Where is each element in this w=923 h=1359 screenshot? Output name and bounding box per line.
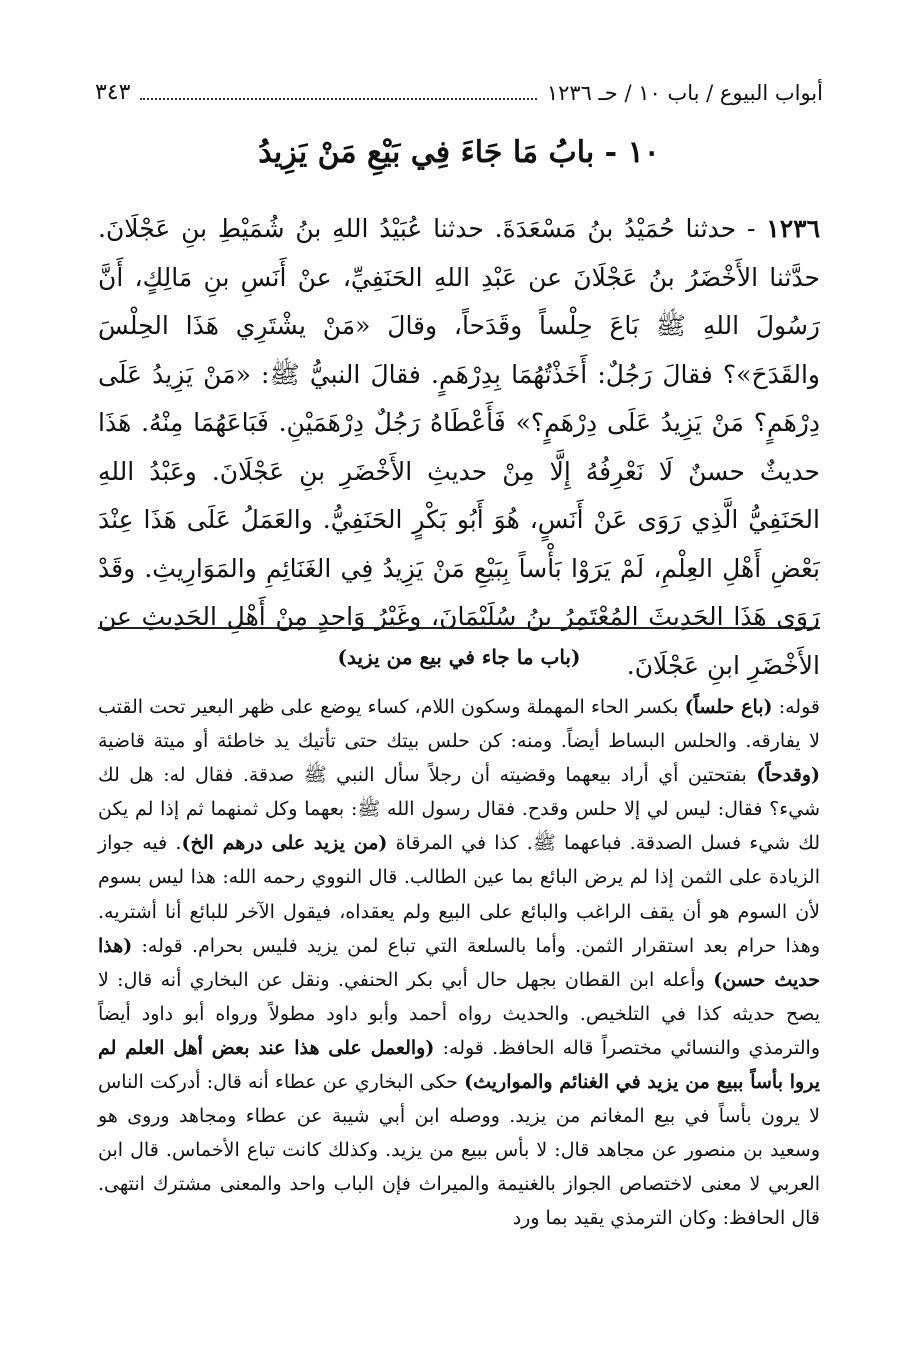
leader-dots	[140, 86, 536, 100]
commentary-segment: . فيه جواز الزيادة على الثمن إذا لم يرض البائع بما عين الطالب. قال النووي رحمه الله: هذا ليس بسوم لأن السوم هو أن يقف الراغب والبائع على البيع ولم يعقداه، فيقول الآخر للبائع أنا أشتريه. وهذا حرام بعد استقرار الثمن. وأما بالسلعة التي تباع لمن يزيد فليس بحرام. قوله:	[98, 832, 820, 957]
commentary-text	[98, 690, 820, 1236]
running-title: أبواب البيوع / باب ١٠ / حـ ١٢٣٦	[546, 80, 823, 105]
commentary-title: (باب ما جاء في بيع من يزيد)	[337, 645, 581, 669]
commentary-quote: (من يزيد على درهم الخ)	[181, 832, 388, 855]
commentary-quote: (باع حلساً)	[684, 696, 773, 718]
commentary-segment: بكسر الحاء المهملة وسكون اللام، كساء يوضع على ظهر البعير تحت القتب لا يفارقه. والحلس البساط أيضاً. ومنه: كن حلس بيتك حتى تأتيك يد خاطئة أو ميتة قاضية	[98, 696, 820, 753]
commentary-segment: بفتحتين أي أراد بيعهما وقضيته أن رجلاً سأل النبي ﷺ صدقة. فقال له: هل لك شيء؟ فقال: ليس لي إلا حلس وقدح. فقال رسول الله ﷺ: بعهما وكل ثمنهما ثم إذا لم يكن لك شيء فسل الصدقة. فباعهما ﷺ. كذا في المرقاة	[98, 764, 821, 855]
hadith-number: ١٢٣٦	[766, 214, 820, 243]
commentary-segment: وأعله ابن القطان بجهل حال أبي بكر الحنفي. ونقل عن البخاري أنه قال: لا يصح حديثه كذا في التلخيص. والحديث رواه أحمد وأبو داود مطولاً ورواه أبو داود أيضاً والترمذي والنسائي مختصراً قاله الحافظ. قوله:	[98, 968, 820, 1059]
commentary-quote: (هذا حديث حسن)	[98, 934, 820, 991]
commentary-segment: حكى البخاري عن عطاء أنه قال: أدركت الناس لا يرون بأساً في بيع المغانم من يزيد. ووصله ابن أبي شيبة عن عطاء ومجاهد وروى هو وسعيد بن منصور عن مجاهد قال: لا بأس ببيع من يزيد. وكذلك كانت تباع الأخماس. قال ابن العربي لا معنى لاختصاص الجواز بالغنيمة والميراث فإن الباب واحد والمعنى مشترك انتهى. قال الحافظ: وكان الترمذي يقيد بما ورد	[98, 1071, 820, 1230]
commentary-segment: قوله:	[772, 696, 820, 718]
page-number: ٣٤٣	[95, 80, 131, 105]
commentary-quote: (والعمل على هذا عند بعض أهل العلم لم يروا بأساً ببيع من يزيد في الغنائم والمواريث)	[98, 1036, 820, 1094]
page-header	[95, 80, 823, 105]
hadith-body: - حدثنا حُمَيْدُ بنُ مَسْعَدَةَ. حدثنا عُبَيْدُ اللهِ بنُ شُمَيْطِ بنِ عَجْلَانَ. حدَّثنا الأَخْضَرُ بنُ عَجْلَانَ عن عَبْدِ اللهِ الحَنَفِيِّ، عنْ أَنَسِ بنِ مَالِكٍ، أَنَّ رَسُولَ اللهِ ﷺ بَاعَ حِلْساً وقَدَحاً، وقالَ «مَنْ يشْتَرِي هَذَا الحِلْسَ والقَدَحَ»؟ فقالَ رَجُلٌ: أَخَذْتُهُمَا بِدِرْهَمٍ. فقالَ النبيُّ ﷺ: «مَنْ يَزِيدُ عَلَى دِرْهَمٍ؟ مَنْ يَزِيدُ عَلَى دِرْهَمٍ؟» فَأَعْطَاهُ رَجُلٌ دِرْهَمَيْنِ. فَبَاعَهُمَا مِنْهُ. هَذَا حديثٌ حسنٌ لَا نَعْرِفُهُ إِلَّا مِنْ حديثِ الأَخْضَرِ بنِ عَجْلَانَ. وعَبْدُ اللهِ الحَنَفِيُّ الَّذِي رَوَى عَنْ أَنَسٍ، هُوَ أَبُو بَكْرٍ الحَنَفِيُّ. والعَمَلُ عَلَى هَذَا عِنْدَ بَعْضِ أَهْلِ العِلْمِ، لَمْ يَرَوْا بَأْساً بِبَيْعِ مَنْ يَزِيدُ فِي الغَنَائِمِ والمَوَارِيثِ. وقَدْ رَوَى هَذَا الحَدِيثَ المُعْتَمِرُ بنُ سُلَيْمَانَ، وغَيْرُ وَاحِدٍ مِنْ أَهْلِ الحَدِيثِ عن الأَخْضَرِ ابنِ عَجْلَانَ.	[98, 214, 820, 680]
hadith-text	[98, 205, 820, 690]
section-divider	[98, 627, 820, 629]
chapter-title: ١٠ - بابُ مَا جَاءَ فِي بَيْعِ مَنْ يَزِيدُ	[258, 135, 660, 170]
commentary-quote: (وقدحاً)	[756, 764, 820, 787]
